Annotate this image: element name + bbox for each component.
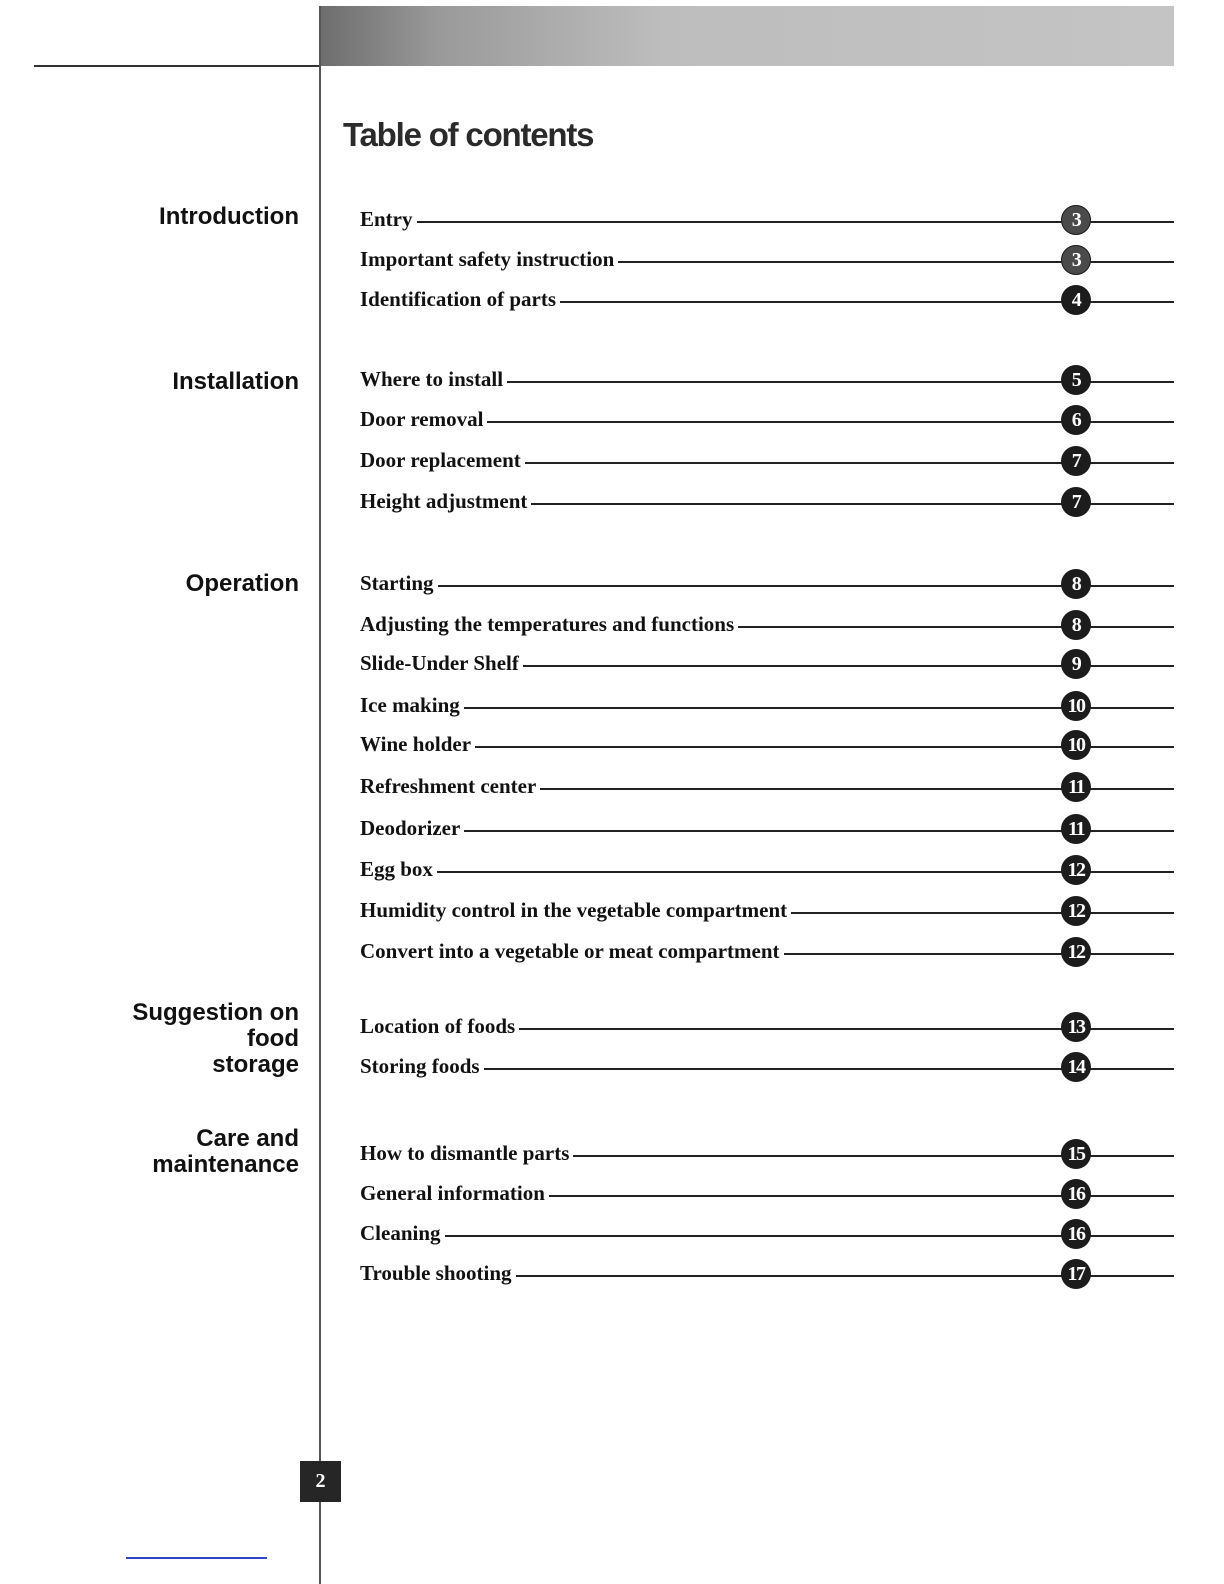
toc-item-title: Refreshment center — [360, 768, 540, 804]
toc-item-title: Important safety instruction — [360, 241, 618, 277]
toc-item-title: Trouble shooting — [360, 1255, 516, 1291]
page-title: Table of contents — [343, 116, 594, 153]
leader-line — [360, 830, 1174, 832]
section-label-line: Introduction — [159, 203, 299, 230]
toc-item-title: Egg box — [360, 851, 437, 887]
section-label-introduction — [159, 204, 299, 230]
leader-line — [360, 871, 1174, 873]
toc-item-title: Ice making — [360, 687, 464, 723]
toc-item-location-of-foods[interactable] — [360, 1008, 1174, 1044]
leader-line — [360, 221, 1174, 223]
toc-item-title: General information — [360, 1175, 549, 1211]
toc-item-dismantle-parts[interactable] — [360, 1135, 1174, 1171]
toc-item-identification[interactable] — [360, 281, 1174, 317]
toc-item-title: Cleaning — [360, 1215, 445, 1251]
toc-item-slide-under-shelf[interactable] — [360, 645, 1174, 681]
header-band — [320, 6, 1174, 66]
toc-item-humidity-control[interactable] — [360, 892, 1174, 928]
toc-item-starting[interactable] — [360, 565, 1174, 601]
page-badge: 13 — [1061, 1012, 1091, 1042]
toc-item-door-removal[interactable] — [360, 401, 1174, 437]
section-label-installation — [172, 369, 299, 395]
toc-item-title: Deodorizer — [360, 810, 464, 846]
page-badge: 6 — [1061, 405, 1091, 435]
toc-item-title: How to dismantle parts — [360, 1135, 573, 1171]
page-badge: 11 — [1061, 772, 1091, 802]
page-badge: 12 — [1061, 896, 1091, 926]
page-badge: 16 — [1061, 1179, 1091, 1209]
toc-item-trouble-shooting[interactable] — [360, 1255, 1174, 1291]
page-badge: 12 — [1061, 937, 1091, 967]
page-badge: 4 — [1061, 285, 1091, 315]
page-badge: 9 — [1061, 649, 1091, 679]
toc-item-title: Location of foods — [360, 1008, 519, 1044]
page-badge: 8 — [1061, 610, 1091, 640]
toc-item-storing-foods[interactable] — [360, 1048, 1174, 1084]
page-badge: 7 — [1061, 446, 1091, 476]
page-badge: 3 — [1061, 245, 1091, 275]
page-number: 2 — [300, 1461, 341, 1502]
toc-item-wine-holder[interactable] — [360, 726, 1174, 762]
leader-line — [360, 585, 1174, 587]
toc-item-general-information[interactable] — [360, 1175, 1174, 1211]
leader-line — [360, 707, 1174, 709]
page-badge: 12 — [1061, 855, 1091, 885]
page-badge: 14 — [1061, 1052, 1091, 1082]
page-badge: 7 — [1061, 487, 1091, 517]
section-label-operation — [186, 571, 299, 597]
toc-item-cleaning[interactable] — [360, 1215, 1174, 1251]
toc-item-height-adjustment[interactable] — [360, 483, 1174, 519]
section-label-line: food — [247, 1025, 299, 1052]
page-badge: 8 — [1061, 569, 1091, 599]
leader-line — [360, 746, 1174, 748]
toc-item-title: Identification of parts — [360, 281, 560, 317]
toc-item-door-replacement[interactable] — [360, 442, 1174, 478]
toc-item-safety[interactable] — [360, 241, 1174, 277]
toc-item-title: Entry — [360, 201, 417, 237]
section-label-food-storage — [132, 1000, 299, 1078]
page-badge: 5 — [1061, 365, 1091, 395]
section-label-line: Care and — [196, 1125, 299, 1152]
page-badge: 10 — [1061, 730, 1091, 760]
toc-item-egg-box[interactable] — [360, 851, 1174, 887]
page-badge: 11 — [1061, 814, 1091, 844]
page-badge: 3 — [1061, 205, 1091, 235]
page-badge: 15 — [1061, 1139, 1091, 1169]
toc-item-ice-making[interactable] — [360, 687, 1174, 723]
toc-item-title: Door removal — [360, 401, 487, 437]
toc-item-title: Slide-Under Shelf — [360, 645, 523, 681]
section-label-line: maintenance — [152, 1151, 299, 1178]
toc-item-convert-compartment[interactable] — [360, 933, 1174, 969]
footer-link-underline — [126, 1557, 267, 1559]
section-label-line: Installation — [172, 368, 299, 395]
toc-item-title: Storing foods — [360, 1048, 484, 1084]
toc-item-title: Adjusting the temperatures and functions — [360, 606, 738, 642]
section-label-care — [152, 1126, 299, 1178]
toc-item-title: Humidity control in the vegetable compartment — [360, 892, 791, 928]
toc-item-title: Convert into a vegetable or meat compartment — [360, 933, 784, 969]
toc-item-title: Door replacement — [360, 442, 525, 478]
toc-item-refreshment-center[interactable] — [360, 768, 1174, 804]
toc-item-title: Starting — [360, 565, 438, 601]
toc-item-title: Where to install — [360, 361, 507, 397]
page-badge: 16 — [1061, 1219, 1091, 1249]
toc-item-deodorizer[interactable] — [360, 810, 1174, 846]
section-label-line: Operation — [185, 570, 299, 597]
vertical-divider — [319, 6, 321, 1584]
toc-item-title: Height adjustment — [360, 483, 531, 519]
section-label-line: storage — [212, 1051, 299, 1078]
page-badge: 10 — [1061, 691, 1091, 721]
page-badge: 17 — [1061, 1259, 1091, 1289]
toc-item-adjusting-temperatures[interactable] — [360, 606, 1174, 642]
toc-item-where-to-install[interactable] — [360, 361, 1174, 397]
section-label-line: Suggestion on — [132, 999, 299, 1026]
header-rule — [34, 65, 320, 67]
leader-line — [360, 1235, 1174, 1237]
toc-item-title: Wine holder — [360, 726, 475, 762]
toc-item-entry[interactable] — [360, 201, 1174, 237]
